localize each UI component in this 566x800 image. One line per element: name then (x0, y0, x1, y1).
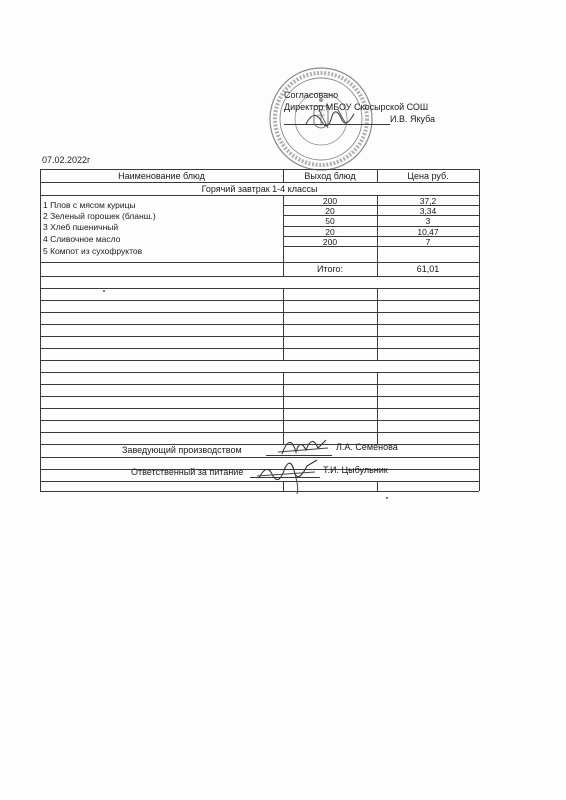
column-header-price: Цена руб. (407, 171, 449, 181)
row-2-price: 3,34 (419, 206, 437, 216)
table-line (40, 169, 41, 491)
approval-title: Согласовано (284, 90, 339, 100)
table-line (40, 169, 479, 170)
total-value: 61,01 (416, 264, 440, 274)
table-line (40, 336, 479, 337)
table-line (40, 396, 479, 397)
section-title: Горячий завтрак 1-4 классы (201, 184, 318, 194)
row-1-output: 200 (322, 196, 338, 206)
row-5-name: 5 Компот из сухофруктов (43, 246, 143, 256)
approval-name: И.В. Якуба (390, 114, 436, 124)
scan-speck (386, 497, 388, 499)
responsible-for-meals-name: Т.И. Цыбульник (323, 465, 388, 475)
column-header-output: Выход блюд (304, 171, 356, 181)
column-header-name: Наименование блюд (118, 171, 205, 181)
row-3-name: 3 Хлеб пшеничный (43, 222, 119, 232)
head-of-production-label: Заведующий производством (122, 445, 242, 455)
table-line (40, 444, 479, 445)
table-line (283, 288, 284, 360)
table-line (40, 324, 479, 325)
table-line (40, 360, 479, 361)
table-line (40, 300, 479, 301)
scan-speck (103, 290, 105, 292)
responsible-for-meals-label: Ответственный за питание (131, 467, 244, 477)
responsible-signature-icon (255, 452, 325, 496)
table-line (40, 182, 479, 183)
table-line (40, 432, 479, 433)
row-5-output: 200 (322, 237, 338, 247)
table-line (40, 408, 479, 409)
table-line (40, 384, 479, 385)
table-line (40, 420, 479, 421)
row-3-output: 50 (325, 216, 335, 226)
table-line (40, 348, 479, 349)
director-signature-icon (302, 104, 362, 134)
table-line (40, 312, 479, 313)
table-line (40, 372, 479, 373)
row-3-price: 3 (425, 216, 431, 226)
approval-position: Директор МБОУ Скосырской СОШ (284, 102, 429, 112)
table-line (40, 276, 479, 277)
table-line (40, 288, 479, 289)
row-2-output: 20 (325, 206, 335, 216)
row-4-name: 4 Сливочное масло (43, 234, 121, 244)
document-date: 07.02.2022г (42, 155, 91, 165)
table-line (377, 481, 378, 491)
table-line (479, 169, 480, 491)
row-5-price: 7 (425, 237, 431, 247)
head-of-production-name: Л.А. Семенова (336, 442, 398, 452)
total-label: Итого: (316, 264, 344, 274)
row-4-output: 20 (325, 227, 335, 237)
table-line (377, 372, 378, 444)
row-1-price: 37,2 (419, 196, 437, 206)
row-2-name: 2 Зеленый горошек (бланш.) (43, 211, 156, 221)
table-line (40, 262, 479, 263)
row-1-name: 1 Плов с мясом курицы (43, 200, 136, 210)
row-4-price: 10,47 (417, 227, 439, 237)
table-line (377, 288, 378, 360)
